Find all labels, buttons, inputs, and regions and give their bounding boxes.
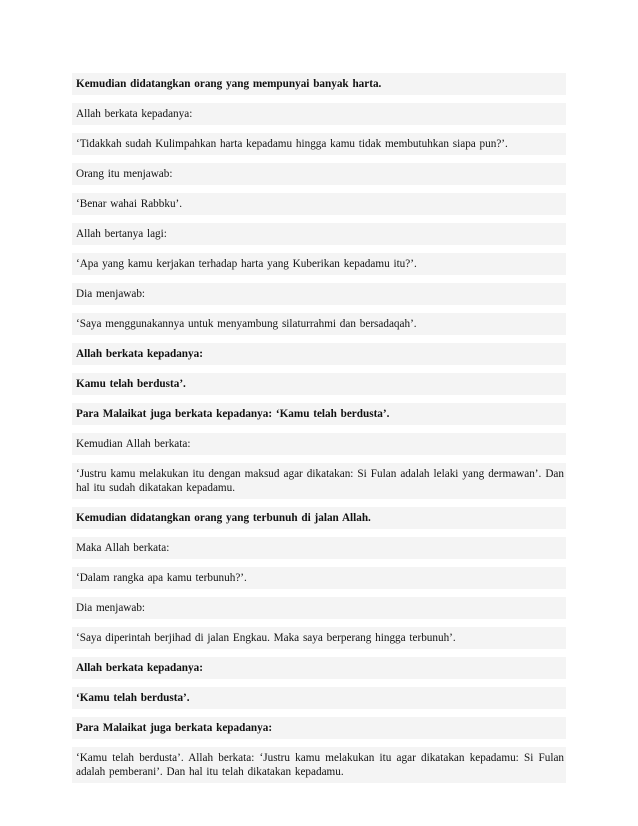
paragraph-9: ‘Saya menggunakannya untuk menyambung silaturrahmi dan bersadaqah’. (72, 313, 566, 335)
paragraph-1: Kemudian didatangkan orang yang mempunyai banyak harta. (72, 73, 566, 95)
paragraph-4: Orang itu menjawab: (72, 163, 566, 185)
paragraph-6: Allah bertanya lagi: (72, 223, 566, 245)
paragraph-18: Dia menjawab: (72, 597, 566, 619)
paragraph-10: Allah berkata kepadanya: (72, 343, 566, 365)
paragraph-12: Para Malaikat juga berkata kepadanya: ‘Kamu telah berdusta’. (72, 403, 566, 425)
paragraph-14: ‘Justru kamu melakukan itu dengan maksud agar dikatakan: Si Fulan adalah lelaki yang dermawan’. Dan hal itu sudah dikatakan kepadamu. (72, 463, 566, 499)
paragraph-8: Dia menjawab: (72, 283, 566, 305)
paragraph-16: Maka Allah berkata: (72, 537, 566, 559)
paragraph-20: Allah berkata kepadanya: (72, 657, 566, 679)
paragraph-2: Allah berkata kepadanya: (72, 103, 566, 125)
document-page (72, 73, 566, 791)
paragraph-21: ‘Kamu telah berdusta’. (72, 687, 566, 709)
paragraph-23: ‘Kamu telah berdusta’. Allah berkata: ‘Justru kamu melakukan itu agar dikatakan kepadamu: Si Fulan adalah pemberani’. Dan hal itu telah dikatakan kepadamu. (72, 747, 566, 783)
paragraph-3: ‘Tidakkah sudah Kulimpahkan harta kepadamu hingga kamu tidak membutuhkan siapa pun?’. (72, 133, 566, 155)
paragraph-5: ‘Benar wahai Rabbku’. (72, 193, 566, 215)
paragraph-15: Kemudian didatangkan orang yang terbunuh di jalan Allah. (72, 507, 566, 529)
paragraph-17: ‘Dalam rangka apa kamu terbunuh?’. (72, 567, 566, 589)
paragraph-22: Para Malaikat juga berkata kepadanya: (72, 717, 566, 739)
paragraph-19: ‘Saya diperintah berjihad di jalan Engkau. Maka saya berperang hingga terbunuh’. (72, 627, 566, 649)
paragraph-7: ‘Apa yang kamu kerjakan terhadap harta yang Kuberikan kepadamu itu?’. (72, 253, 566, 275)
paragraph-13: Kemudian Allah berkata: (72, 433, 566, 455)
paragraph-11: Kamu telah berdusta’. (72, 373, 566, 395)
